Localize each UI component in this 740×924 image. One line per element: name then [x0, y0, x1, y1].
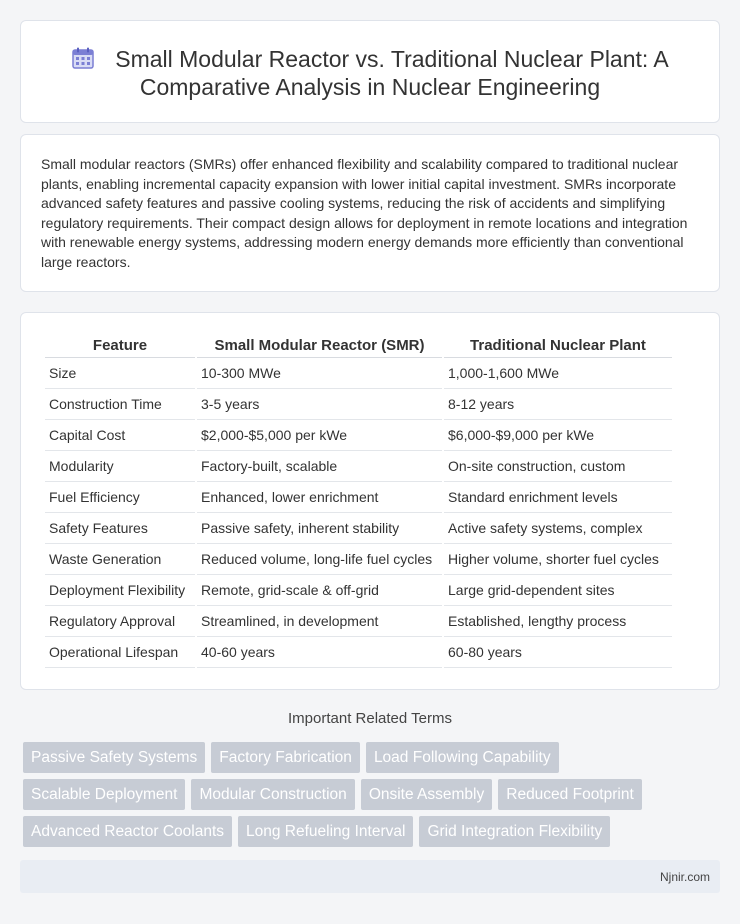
- table-header-row: [45, 334, 672, 358]
- row-smr-value: Remote, grid-scale & off-grid: [197, 575, 442, 606]
- row-traditional-value: Higher volume, shorter fuel cycles: [444, 544, 672, 575]
- related-terms-list: [23, 742, 723, 847]
- row-smr-value: 40-60 years: [197, 637, 442, 668]
- row-feature: Size: [45, 358, 195, 389]
- table-row: [45, 513, 672, 544]
- row-feature: Safety Features: [45, 513, 195, 544]
- row-feature: Operational Lifespan: [45, 637, 195, 668]
- table-row: [45, 575, 672, 606]
- row-feature: Capital Cost: [45, 420, 195, 451]
- summary-card: [20, 134, 720, 292]
- row-smr-value: $2,000-$5,000 per kWe: [197, 420, 442, 451]
- table-row: [45, 420, 672, 451]
- row-traditional-value: On-site construction, custom: [444, 451, 672, 482]
- term-tag[interactable]: Scalable Deployment: [23, 779, 185, 810]
- term-tag[interactable]: Modular Construction: [191, 779, 354, 810]
- row-traditional-value: Large grid-dependent sites: [444, 575, 672, 606]
- term-tag[interactable]: Passive Safety Systems: [23, 742, 205, 773]
- footer-site-link[interactable]: Njnir.com: [659, 870, 710, 884]
- page-title: [61, 45, 679, 101]
- table-row: [45, 482, 672, 513]
- term-tag[interactable]: Onsite Assembly: [361, 779, 492, 810]
- comparison-table: [43, 334, 674, 668]
- term-tag[interactable]: Advanced Reactor Coolants: [23, 816, 232, 847]
- term-tag[interactable]: Factory Fabrication: [211, 742, 360, 773]
- term-tag[interactable]: Load Following Capability: [366, 742, 559, 773]
- footer: [20, 860, 720, 893]
- row-traditional-value: $6,000-$9,000 per kWe: [444, 420, 672, 451]
- row-feature: Waste Generation: [45, 544, 195, 575]
- table-row: [45, 637, 672, 668]
- row-traditional-value: 60-80 years: [444, 637, 672, 668]
- title-card: [20, 20, 720, 123]
- row-feature: Construction Time: [45, 389, 195, 420]
- row-traditional-value: 8-12 years: [444, 389, 672, 420]
- term-tag[interactable]: Long Refueling Interval: [238, 816, 413, 847]
- calendar-icon: [71, 46, 95, 70]
- related-terms-heading: Important Related Terms: [288, 710, 452, 727]
- row-smr-value: Passive safety, inherent stability: [197, 513, 442, 544]
- row-feature: Fuel Efficiency: [45, 482, 195, 513]
- row-feature: Regulatory Approval: [45, 606, 195, 637]
- page-title-text: Small Modular Reactor vs. Traditional Nuclear Plant: A Comparative Analysis in Nuclear Engineering: [115, 46, 669, 100]
- table-row: [45, 606, 672, 637]
- table-row: [45, 544, 672, 575]
- term-tag[interactable]: Reduced Footprint: [498, 779, 642, 810]
- row-smr-value: Streamlined, in development: [197, 606, 442, 637]
- header-traditional: Traditional Nuclear Plant: [444, 334, 672, 358]
- summary-paragraph: Small modular reactors (SMRs) offer enhanced flexibility and scalability compared to traditional nuclear plants, enabling incremental capacity expansion with lower initial capital investment. SMRs incorporate advanced safety features and passive cooling systems, reducing the risk of accidents and simplifying regulatory requirements. Their compact design allows for deployment in remote locations and integration with renewable energy systems, addressing modern energy demands more efficiently than conventional large reactors.: [41, 156, 688, 270]
- header-feature: Feature: [45, 334, 195, 358]
- table-row: [45, 451, 672, 482]
- row-smr-value: Factory-built, scalable: [197, 451, 442, 482]
- row-traditional-value: 1,000-1,600 MWe: [444, 358, 672, 389]
- row-traditional-value: Standard enrichment levels: [444, 482, 672, 513]
- comparison-table-card: [20, 312, 720, 690]
- row-smr-value: Enhanced, lower enrichment: [197, 482, 442, 513]
- table-row: [45, 389, 672, 420]
- table-row: [45, 358, 672, 389]
- term-tag[interactable]: Grid Integration Flexibility: [419, 816, 610, 847]
- row-traditional-value: Established, lengthy process: [444, 606, 672, 637]
- row-smr-value: 10-300 MWe: [197, 358, 442, 389]
- row-feature: Deployment Flexibility: [45, 575, 195, 606]
- row-smr-value: Reduced volume, long-life fuel cycles: [197, 544, 442, 575]
- row-traditional-value: Active safety systems, complex: [444, 513, 672, 544]
- row-smr-value: 3-5 years: [197, 389, 442, 420]
- header-smr: Small Modular Reactor (SMR): [197, 334, 442, 358]
- row-feature: Modularity: [45, 451, 195, 482]
